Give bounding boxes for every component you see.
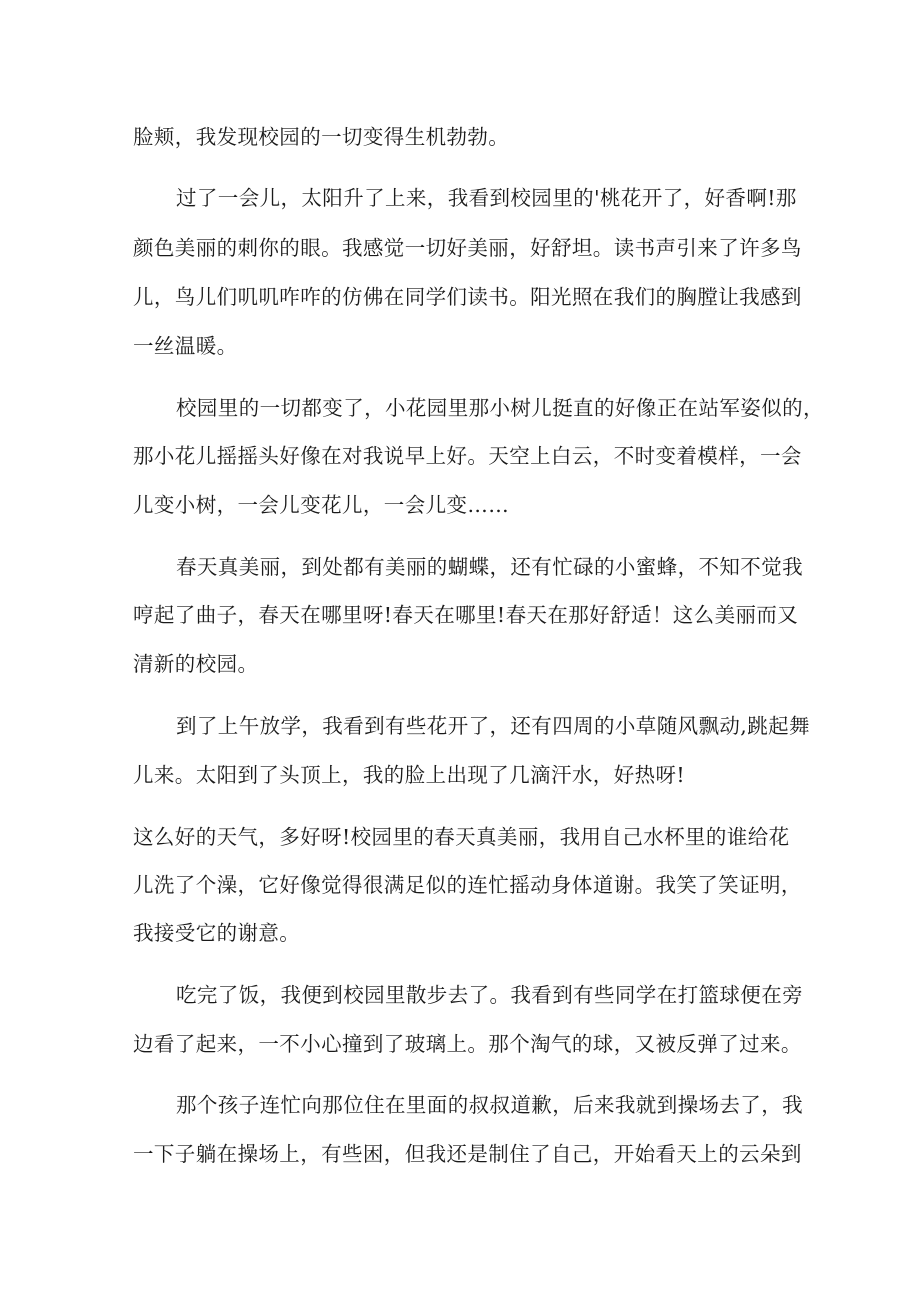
text-line: 那小花儿摇摇头好像在对我说早上好。天空上白云，不时变着模样，一会 <box>133 444 802 468</box>
text-line: 脸颊，我发现校园的一切变得生机勃勃。 <box>133 125 510 149</box>
paragraph-first-line: 春天真美丽，到处都有美丽的蝴蝶，还有忙碌的小蜜蜂，不知不觉我 <box>176 555 803 579</box>
text-line: 儿，鸟儿们叽叽咋咋的仿佛在同学们读书。阳光照在我们的胸膛让我感到 <box>133 285 802 309</box>
text-line: 边看了起来，一不小心撞到了玻璃上。那个淘气的球，又被反弹了过来。 <box>133 1032 802 1056</box>
paragraph-first-line: 过了一会儿，太阳升了上来，我看到校园里的'桃花开了，好香啊!那 <box>176 186 797 210</box>
text-line: 我接受它的谢意。 <box>133 921 301 945</box>
text-line: 一丝温暖。 <box>133 334 238 358</box>
paragraph-first-line: 到了上午放学，我看到有些花开了，还有四周的小草随风飘动,跳起舞 <box>176 714 810 738</box>
text-line: 儿来。太阳到了头顶上，我的脸上出现了几滴汗水，好热呀! <box>133 763 686 787</box>
text-line: 清新的校园。 <box>133 652 259 676</box>
paragraph-first-line: 校园里的一切都变了，小花园里那小树儿挺直的好像正在站军姿似的， <box>176 396 824 420</box>
text-line: 儿洗了个澡，它好像觉得很满足似的连忙摇动身体道谢。我笑了笑证明， <box>133 873 802 897</box>
text-line: 一下子躺在操场上，有些困，但我还是制住了自己，开始看天上的云朵到 <box>133 1142 802 1166</box>
paragraph-first-line: 那个孩子连忙向那位住在里面的叔叔道歉，后来我就到操场去了，我 <box>176 1093 803 1117</box>
paragraph-first-line: 吃完了饭，我便到校园里散步去了。我看到有些同学在打篮球便在旁 <box>176 983 803 1007</box>
text-line: 哼起了曲子，春天在哪里呀!春天在哪里!春天在那好舒适！这么美丽而又 <box>133 603 799 627</box>
text-line: 这么好的天气，多好呀!校园里的春天真美丽，我用自己水杯里的谁给花 <box>133 825 790 849</box>
text-line: 儿变小树，一会儿变花儿，一会儿变…… <box>133 493 510 517</box>
text-line: 颜色美丽的刺你的眼。我感觉一切好美丽，好舒坦。读书声引来了许多鸟 <box>133 236 802 260</box>
